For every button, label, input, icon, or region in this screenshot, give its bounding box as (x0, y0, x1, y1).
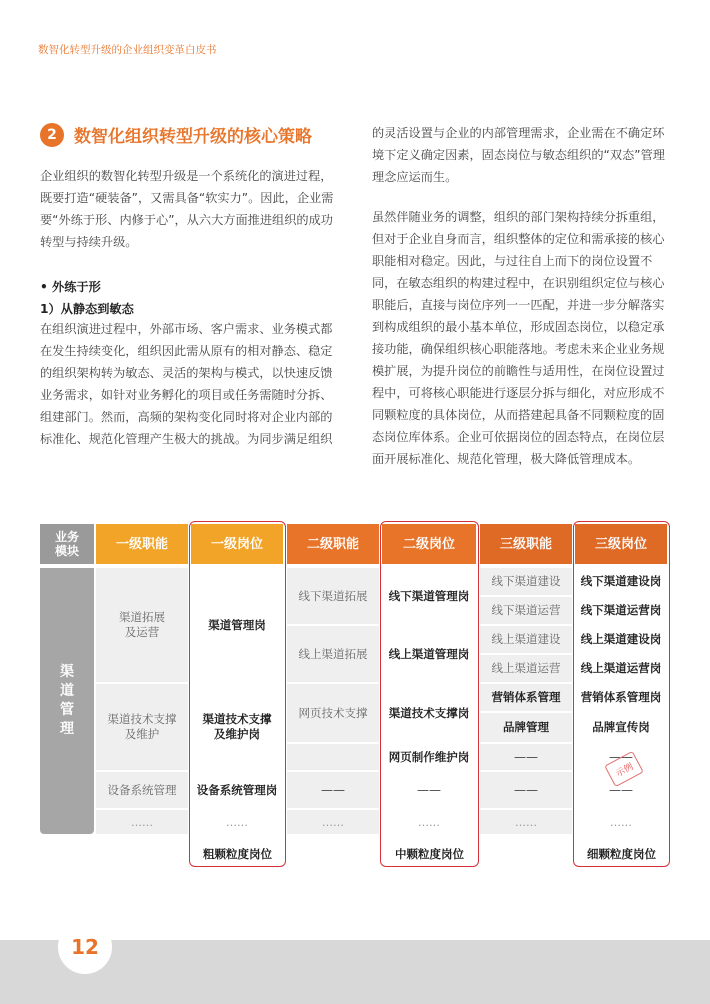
l3-function-cell: 线下渠道建设 (480, 568, 572, 595)
header-l1-post: 一级岗位 (191, 524, 283, 564)
header-l3-post: 三级岗位 (575, 524, 667, 564)
bullet-heading: • 外练于形 (40, 280, 101, 294)
l3-post-cell: 线上渠道运营岗 (575, 655, 667, 682)
l3-post-cell: 营销体系管理岗 (575, 684, 667, 711)
l2-function-cell: …… (287, 810, 379, 834)
l1-post-cell: 设备系统管理岗 (191, 772, 283, 808)
l2-post-cell: —— (382, 772, 476, 808)
page-number: 12 (58, 920, 112, 974)
example-stamp: 示例 (604, 751, 644, 787)
l2-post-cell: …… (382, 810, 476, 834)
l2-function-cell: —— (287, 772, 379, 808)
l2-function-cell: 网页技术支撑 (287, 684, 379, 742)
l3-function-cell: —— (480, 772, 572, 808)
running-header: 数智化转型升级的企业组织变革白皮书 (38, 44, 217, 56)
l3-function-cell: 线上渠道建设 (480, 626, 572, 653)
l2-function-cell: 线下渠道拓展 (287, 568, 379, 624)
l1-post-cell: 渠道技术支撑 及维护岗 (191, 684, 283, 770)
header-module: 业务 模块 (40, 524, 94, 564)
l2-post-cell: 渠道技术支撑岗 (382, 684, 476, 742)
body-paragraph-right-2: 虽然伴随业务的调整，组织的部门架构持续分拆重组，但对于企业自身而言，组织整体的定位和需承接的核心职能相对稳定。因此，与过往自上而下的岗位设置不同，在敏态组织的构建过程中，在识别组织定位与核心职能后，直接与岗位序列一一匹配，并进一步分解落实到构成组织的最小基本单位，形成固态岗位，以稳定承接功能，确保组织核心职能落地。考虑未来企业业务规模扩展，为提升岗位的前瞻性与适用性，在岗位设置过程中，可将核心职能进行逐层分拆与细化，对应形成不同颗粒度的具体岗位，从而搭建起具备不同颗粒度的固态岗位库体系。企业可依据岗位的固态特点，在岗位层面开展标准化、规范化管理，极大降低管理成本。 (372, 210, 665, 466)
l1-function-cell: 渠道技术支撑 及维护 (96, 684, 188, 770)
l3-post-cell: 线下渠道建设岗 (575, 568, 667, 595)
l1-function-cell: 渠道拓展 及运营 (96, 568, 188, 682)
subheading: 1）从静态到敏态 (40, 302, 134, 316)
l2-post-cell: 线上渠道管理岗 (382, 626, 476, 682)
l1-function-cell: …… (96, 810, 188, 834)
l3-function-cell: 品牌管理 (480, 713, 572, 742)
section-heading (40, 122, 312, 147)
l3-function-cell: 线下渠道运营 (480, 597, 572, 624)
section-number: 2 (40, 123, 64, 147)
l3-post-cell: —— (575, 744, 667, 770)
fine-granularity-label: 细颗粒度岗位 (587, 847, 656, 861)
l3-function-cell: 线上渠道运营 (480, 655, 572, 682)
medium-granularity-label: 中颗粒度岗位 (395, 847, 464, 861)
section-title: 数智化组织转型升级的核心策略 (74, 127, 312, 147)
module-cell: 渠 道 管 理 (40, 568, 94, 834)
l1-post-cell: 渠道管理岗 (191, 568, 283, 682)
l2-function-cell: 线上渠道拓展 (287, 626, 379, 682)
header-l3-function: 三级职能 (480, 524, 572, 564)
intro-paragraph: 企业组织的数智化转型升级是一个系统化的演进过程，既要打造“硬装备”，又需具备“软实力”。因此，企业需要“外练于形、内修于心”，从六大方面推进组织的成功转型与持续升级。 (40, 169, 334, 249)
l1-function-cell: 设备系统管理 (96, 772, 188, 808)
l3-post-cell: —— (575, 772, 667, 808)
body-paragraph-right-1: 的灵活设置与企业的内部管理需求，企业需在不确定环境下定义确定因素，固态岗位与敏态组织的“双态”管理理念应运而生。 (372, 126, 665, 184)
header-l2-post: 二级岗位 (382, 524, 476, 564)
l1-post-cell: …… (191, 810, 283, 834)
header-l1-function: 一级职能 (96, 524, 188, 564)
header-l2-function: 二级职能 (287, 524, 379, 564)
l3-post-cell: 线上渠道建设岗 (575, 626, 667, 653)
l2-function-cell-empty (287, 744, 379, 770)
l3-post-cell: 品牌宣传岗 (575, 713, 667, 742)
l3-post-cell: 线下渠道运营岗 (575, 597, 667, 624)
l3-function-cell: 营销体系管理 (480, 684, 572, 711)
body-paragraph-left: 在组织演进过程中，外部市场、客户需求、业务模式都在发生持续变化，组织因此需从原有的相对静态、稳定的组织架构转为敏态、灵活的架构与模式，以快速反馈业务需求，如针对业务孵化的项目或任务需随时分拆、组建部门。然而，高频的架构变化同时将对企业内部的标准化、规范化管理产生极大的挑战。为同步满足组织 (40, 322, 333, 446)
l3-post-cell: …… (575, 810, 667, 834)
l3-function-cell: …… (480, 810, 572, 834)
coarse-granularity-label: 粗颗粒度岗位 (203, 847, 272, 861)
l3-function-cell: —— (480, 744, 572, 770)
l2-post-cell: 线下渠道管理岗 (382, 568, 476, 624)
l2-post-cell: 网页制作维护岗 (382, 744, 476, 770)
